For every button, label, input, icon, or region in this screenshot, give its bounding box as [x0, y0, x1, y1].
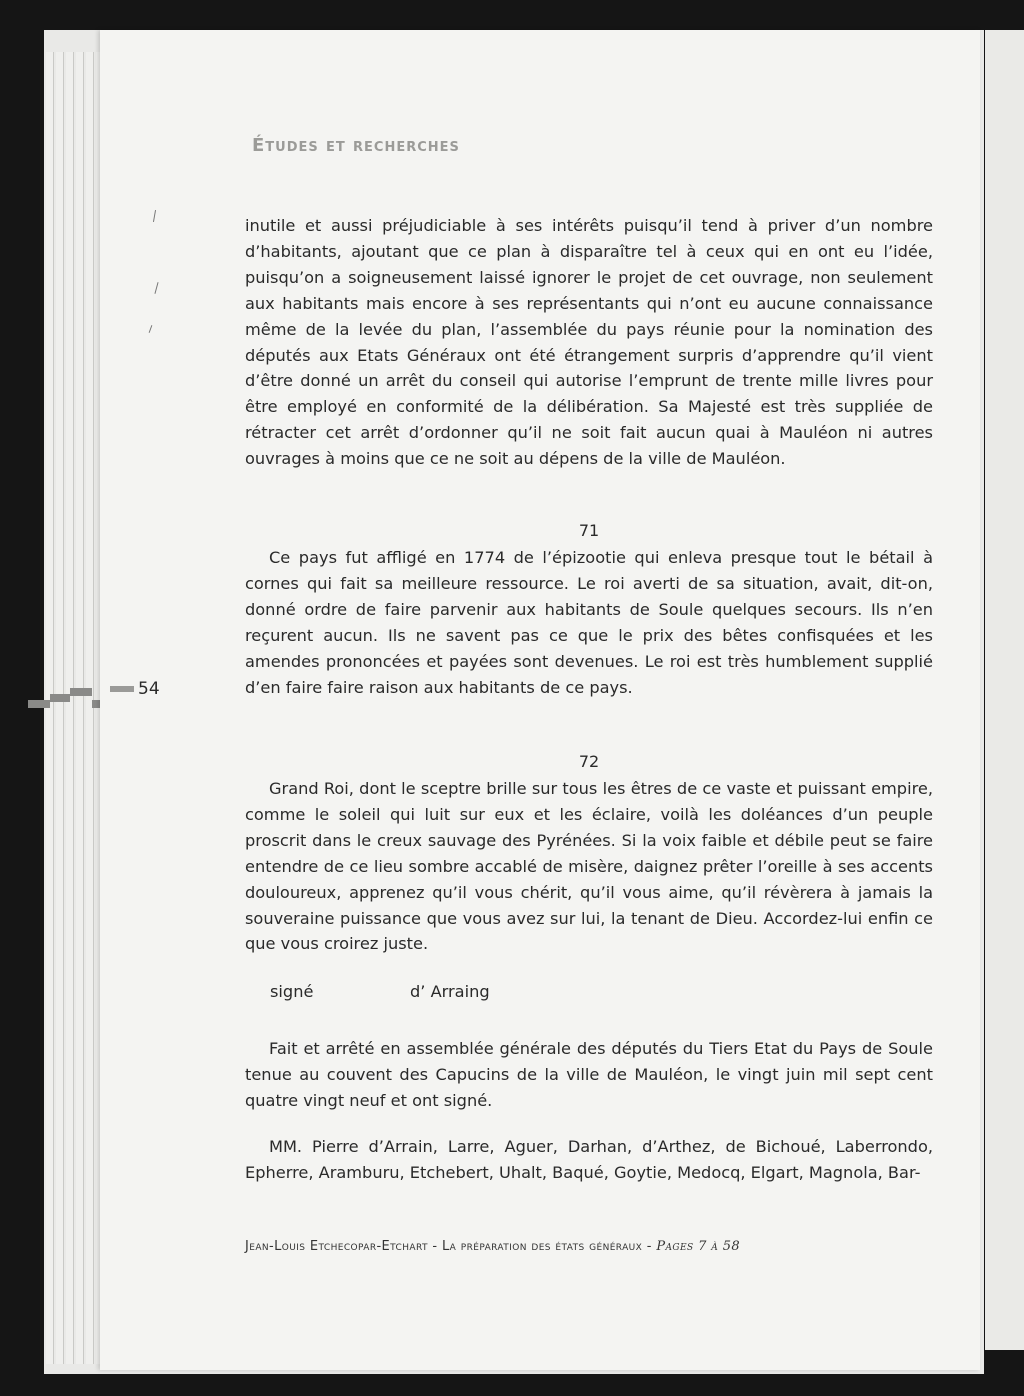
paragraph: Ce pays fut affligé en 1774 de l’épizootie qui enleva presque tout le bétail à cornes qui fait sa meilleure ressource. Le roi averti de sa situation, avait, dit-on, donné ordre de faire parvenir aux habitants de Soule quelques secours. Ils n’en reçurent aucun. Ils ne savent pas ce que le prix des bêtes confisquées et les amendes prononcées et payées sont devenues. Le roi est très humblement supplié d’en faire faire raison aux habitants de ce pays.	[245, 548, 933, 697]
page-edge	[46, 52, 54, 1364]
footer-pages: Pages 7 à 58	[656, 1239, 741, 1254]
page-edge	[56, 52, 64, 1364]
facing-page-edge	[985, 30, 1024, 1350]
signatory-name: d’ Arraing	[410, 982, 490, 1001]
page-edge	[66, 52, 74, 1364]
paragraph: Grand Roi, dont le sceptre brille sur tous les êtres de ce vaste et puissant empire, comme le soleil qui luit sur eux et les éclaire, voilà les doléances d’un peuple proscrit dans le creux sauvage des Pyrénées. Si la voix faible et débile peut se faire entendre de ce lieu sombre accablé de misère, daignez prêter l’oreille à ses accents douloureux, apprenez qu’il vous chérit, qu’il vous aime, qu’il révèrera à jamais la souveraine puissance que vous avez sur lui, la tenant de Dieu. Accordez-lui enfin ce que vous croirez juste.	[245, 779, 933, 954]
section-title: Études et recherches	[252, 135, 460, 156]
footer-author: Jean-Louis Etchecopar-Etchart	[245, 1239, 428, 1254]
thumb-index-tab	[50, 694, 70, 702]
paragraph: Fait et arrêté en assemblée générale des députés du Tiers Etat du Pays de Soule tenue au couvent des Capucins de la ville de Mauléon, le vingt juin mil sept cent quatre vingt neuf et ont signé.	[245, 1039, 933, 1110]
footer-separator: -	[642, 1239, 657, 1254]
footer-separator: -	[427, 1239, 443, 1254]
article-number: 71	[578, 521, 600, 540]
signed-label: signé	[270, 982, 314, 1001]
footer-title: La préparation des états généraux	[442, 1239, 643, 1254]
running-footer	[245, 1239, 933, 1254]
page-number-tab	[110, 686, 134, 692]
thumb-index-tab	[70, 688, 92, 696]
paragraph: MM. Pierre d’Arrain, Larre, Aguer, Darhan, d’Arthez, de Bichoué, Laberrondo, Epherre, Aramburu, Etchebert, Uhalt, Baqué, Goytie, Medocq, Elgart, Magnola, Bar-	[245, 1137, 933, 1182]
page-edge	[76, 52, 84, 1364]
paragraph: inutile et aussi préjudiciable à ses intérêts puisqu’il tend à priver d’un nombre d’habitants, ajoutant que ce plan à disparaître tel à ceux qui en ont eu l’idée, puisqu’on a soigneusement laissé ignorer le projet de cet ouvrage, non seulement aux habitants mais encore à ses représentants qui n’ont eu aucune connaissance même de la levée du plan, l’assemblée du pays réunie pour la nomination des députés aux Etats Généraux ont été étrangement surpris d’apprendre qu’il vient d’être donné un arrêt du conseil qui autorise l’emprunt de trente mille livres pour être employé en conformité de la délibération. Sa Majesté est très suppliée de rétracter cet arrêt d’ordonner qu’il ne soit fait aucun quai à Mauléon ni autres ouvrages à moins que ce ne soit au dépens de la ville de Mauléon.	[245, 216, 933, 469]
page-edge	[86, 52, 94, 1364]
thumb-index-tab	[28, 700, 50, 708]
page-number: 54	[138, 679, 160, 699]
article-number: 72	[578, 752, 600, 771]
